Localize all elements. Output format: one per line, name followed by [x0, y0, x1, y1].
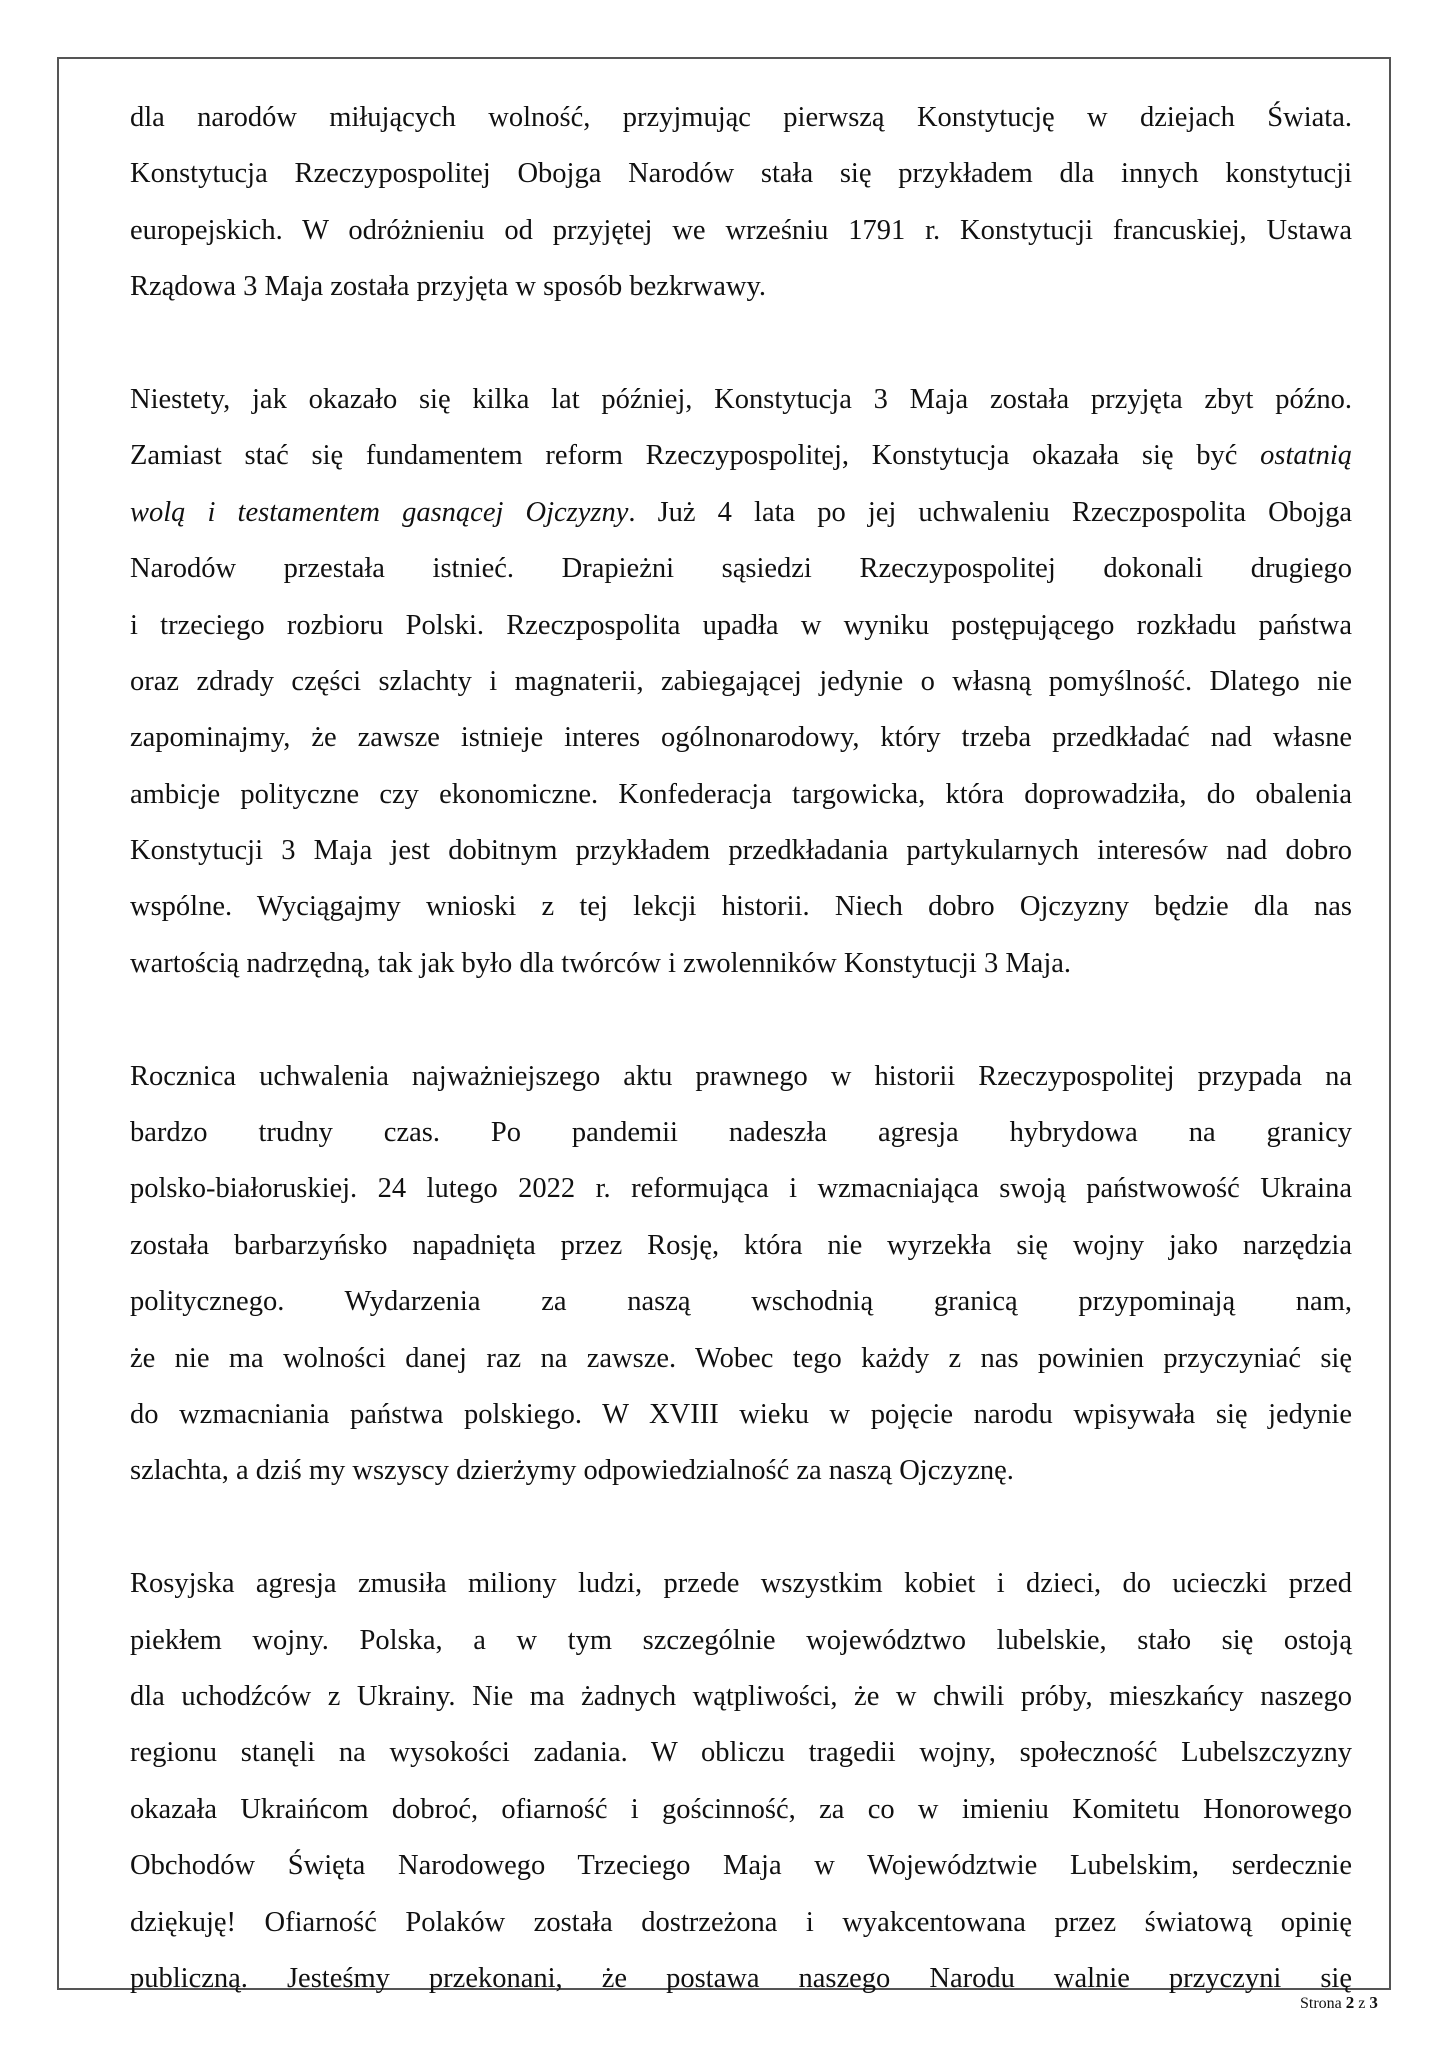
text-line: dla uchodźców z Ukrainy. Nie ma żadnych wątpliwości, że w chwili próby, mieszkańcy naszego	[130, 1680, 1352, 1712]
text-line: została barbarzyńsko napadnięta przez Rosję, która nie wyrzekła się wojny jako narzędzia	[130, 1229, 1352, 1261]
text-line: oraz zdrady części szlachty i magnaterii, zabiegającej jedynie o własną pomyślność. Dlatego nie	[130, 665, 1352, 697]
italic-text: wolą i testamentem gasnącej Ojczyzny	[130, 496, 629, 528]
text-line: Rządowa 3 Maja została przyjęta w sposób bezkrwawy.	[130, 271, 767, 303]
text-line: bardzo trudny czas. Po pandemii nadeszła agresja hybrydowa na granicy	[130, 1117, 1352, 1149]
text-line: Niestety, jak okazało się kilka lat później, Konstytucja 3 Maja została przyjęta zbyt późno.	[130, 383, 1352, 415]
text-segment: Zamiast stać się fundamentem reform Rzeczypospolitej, Konstytucja okazała się być	[130, 440, 1261, 472]
total-pages: 3	[1369, 1993, 1378, 2012]
text-line	[130, 485, 1352, 541]
text-line: dziękuję! Ofiarność Polaków została dostrzeżona i wyakcentowana przez światową opinię	[130, 1906, 1352, 1938]
text-segment: . Już 4 lata po jej uchwaleniu Rzeczpospolita Obojga	[628, 496, 1352, 528]
text-line: politycznego. Wydarzenia za naszą wschodnią granicą przypominają nam,	[130, 1286, 1352, 1318]
paragraph-2	[130, 372, 1352, 992]
text-line	[130, 428, 1352, 484]
text-line: szlachta, a dziś my wszyscy dzierżymy odpowiedzialność za naszą Ojczyznę.	[130, 1455, 1014, 1487]
text-line: okazała Ukraińcom dobroć, ofiarność i gościnność, za co w imieniu Komitetu Honorowego	[130, 1793, 1352, 1825]
text-line: Obchodów Święta Narodowego Trzeciego Maja w Województwie Lubelskim, serdecznie	[130, 1850, 1352, 1882]
document-body	[130, 90, 1352, 2064]
page-number	[1300, 1993, 1378, 2013]
text-line: Narodów przestała istnieć. Drapieżni sąsiedzi Rzeczypospolitej dokonali drugiego	[130, 553, 1352, 585]
text-line: wspólne. Wyciągajmy wnioski z tej lekcji historii. Niech dobro Ojczyzny będzie dla nas	[130, 891, 1352, 923]
current-page: 2	[1345, 1993, 1355, 2012]
paragraph-3	[130, 1049, 1352, 1500]
text-line: polsko-białoruskiej. 24 lutego 2022 r. reformująca i wzmacniająca swoją państwowość Ukraina	[130, 1173, 1352, 1205]
text-line: piekłem wojny. Polska, a w tym szczególnie województwo lubelskie, stało się ostoją	[130, 1624, 1352, 1656]
text-line: regionu stanęli na wysokości zadania. W obliczu tragedii wojny, społeczność Lubelszczyzny	[130, 1737, 1352, 1769]
text-line: Rosyjska agresja zmusiła miliony ludzi, przede wszystkim kobiet i dzieci, do ucieczki przed	[130, 1568, 1352, 1600]
paragraph-1	[130, 90, 1352, 316]
paragraph-4	[130, 1556, 1352, 2007]
page-separator: z	[1358, 1995, 1366, 2012]
text-line: wartością nadrzędną, tak jak było dla twórców i zwolenników Konstytucji 3 Maja.	[130, 947, 1072, 979]
text-line: Konstytucji 3 Maja jest dobitnym przykładem przedkładania partykularnych interesów nad dobro	[130, 835, 1352, 867]
text-line: Rocznica uchwalenia najważniejszego aktu prawnego w historii Rzeczypospolitej przypada na	[130, 1060, 1352, 1092]
text-line: do wzmacniania państwa polskiego. W XVIII wieku w pojęcie narodu wpisywała się jedynie	[130, 1398, 1352, 1430]
text-line: Konstytucja Rzeczypospolitej Obojga Narodów stała się przykładem dla innych konstytucji	[130, 158, 1352, 190]
text-line: ambicje polityczne czy ekonomiczne. Konfederacja targowicka, która doprowadziła, do obalenia	[130, 778, 1352, 810]
text-line: że nie ma wolności danej raz na zawsze. Wobec tego każdy z nas powinien przyczyniać się	[130, 1342, 1352, 1374]
text-line: i trzeciego rozbioru Polski. Rzeczpospolita upadła w wyniku postępującego rozkładu państwa	[130, 609, 1352, 641]
page-label: Strona	[1300, 1995, 1342, 2012]
italic-text: ostatnią	[1260, 440, 1352, 472]
text-line: dla narodów miłujących wolność, przyjmując pierwszą Konstytucję w dziejach Świata.	[130, 102, 1352, 133]
text-line: europejskich. W odróżnieniu od przyjętej we wrześniu 1791 r. Konstytucji francuskiej, Ustawa	[130, 214, 1352, 246]
text-line: publiczną. Jesteśmy przekonani, że postawa naszego Narodu walnie przyczyni się	[130, 1962, 1352, 1994]
text-line: zapominajmy, że zawsze istnieje interes ogólnonarodowy, który trzeba przedkładać nad własne	[130, 722, 1352, 754]
